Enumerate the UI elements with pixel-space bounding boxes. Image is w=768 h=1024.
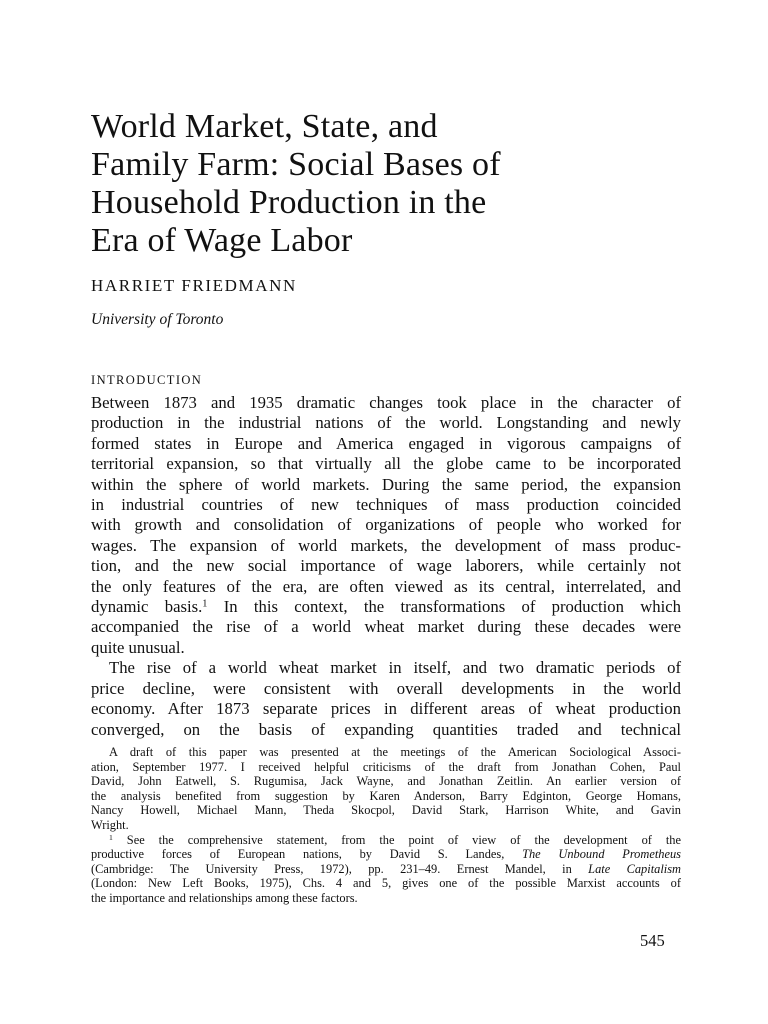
- body-line: The rise of a world wheat market in itself, and two dramatic periods of: [109, 658, 681, 678]
- body-line: economy. After 1873 separate prices in different areas of wheat production: [91, 699, 681, 719]
- body-line: [91, 597, 681, 617]
- draft-note-line: A draft of this paper was presented at the meetings of the American Sociological Associ-: [109, 745, 681, 759]
- body-line: territorial expansion, so that virtually all the globe came to be incorporated: [91, 454, 681, 474]
- section-heading: INTRODUCTION: [91, 373, 203, 387]
- body-line: quite unusual.: [91, 637, 185, 657]
- body-line: production in the industrial nations of the world. Longstanding and newly: [91, 413, 681, 433]
- body-line: the only features of the era, are often viewed as its central, interrelated, and: [91, 576, 681, 596]
- draft-note-line: ation, September 1977. I received helpful criticisms of the draft from Jonathan Cohen, Paul: [91, 759, 681, 774]
- body-line: with growth and consolidation of organizations of people who worked for: [91, 515, 681, 535]
- footnote-text: See the comprehensive statement, from the point of view of the development of the: [112, 832, 681, 847]
- body-line: converged, on the basis of expanding quantities traded and technical: [91, 719, 681, 739]
- footnote-text: productive forces of European nations, by David S. Landes,: [91, 847, 523, 862]
- footnote-line: [91, 847, 681, 862]
- title-line: Era of Wage Labor: [91, 222, 353, 259]
- article-title: [91, 108, 651, 260]
- author-name: HARRIET FRIEDMANN: [91, 276, 297, 295]
- body-line: accompanied the rise of a world wheat market during these decades were: [91, 617, 681, 637]
- footnote-marker[interactable]: 1: [202, 598, 208, 610]
- title-line: World Market, State, and: [91, 108, 438, 145]
- footnote-line: (London: New Left Books, 1975), Chs. 4 and 5, gives one of the possible Marxist accounts of: [91, 876, 681, 891]
- draft-note-line: Nancy Howell, Michael Mann, Theda Skocpol, David Stark, Harrison White, and Gavin: [91, 803, 681, 818]
- cited-title: The Unbound Prometheus: [522, 847, 681, 862]
- title-line: Household Production in the: [91, 184, 487, 221]
- footnotes: [91, 745, 681, 906]
- draft-note-line: Wright.: [91, 817, 129, 832]
- body-line-part: In this context, the transformations of production which: [207, 597, 681, 617]
- body-line: price decline, were consistent with overall developments in the world: [91, 678, 681, 698]
- body-line: formed states in Europe and America engaged in vigorous campaigns of: [91, 433, 681, 453]
- footnote-line: [91, 862, 681, 877]
- draft-note-line: David, John Eatwell, S. Rugumisa, Jack Wayne, and Jonathan Zeitlin. An earlier version of: [91, 774, 681, 789]
- body-line: in industrial countries of new techniques of mass production coincided: [91, 495, 681, 515]
- draft-note-line: the analysis benefited from suggestion by Karen Anderson, Barry Edginton, George Homans,: [91, 788, 681, 803]
- cited-title: Late Capitalism: [588, 861, 681, 876]
- body-line: wages. The expansion of world markets, the development of mass produc-: [91, 535, 681, 555]
- body-line: Between 1873 and 1935 dramatic changes took place in the character of: [91, 393, 681, 412]
- body-line-part: dynamic basis.: [91, 597, 203, 617]
- footnote-line: [91, 833, 681, 848]
- footnote-line: the importance and relationships among these factors.: [91, 890, 358, 905]
- body-text: [91, 393, 681, 740]
- title-line: Family Farm: Social Bases of: [91, 146, 501, 183]
- body-line: tion, and the new social importance of wage laborers, while certainly not: [91, 556, 681, 576]
- body-line: within the sphere of world markets. During the same period, the expansion: [91, 474, 681, 494]
- footnote-number: 1: [109, 832, 113, 842]
- author-affiliation: University of Toronto: [91, 311, 224, 328]
- page-number: 545: [640, 931, 665, 950]
- footnote-text: (Cambridge: The University Press, 1972), pp. 231–49. Ernest Mandel, in: [91, 861, 589, 876]
